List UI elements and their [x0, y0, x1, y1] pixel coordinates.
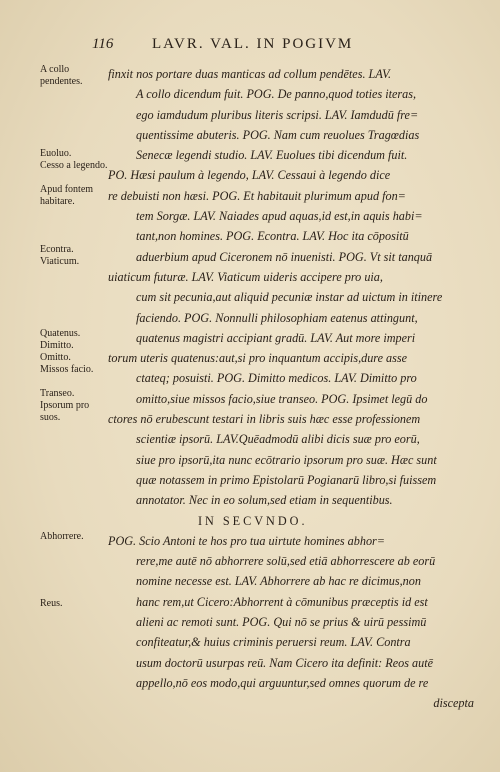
- text-line: finxit nos portare duas manticas ad collum pendētes. LAV.: [108, 67, 392, 81]
- marginal-note: Apud fontem habitare.: [40, 184, 94, 207]
- running-title: LAVR. VAL. IN POGIVM: [152, 36, 354, 52]
- text-line: usum doctorū usurpas reū. Nam Cicero ita definit: Reos autē: [136, 655, 433, 670]
- text-line: annotator. Nec in eo solum,sed etiam in sequentibus.: [136, 493, 393, 508]
- text-line: cum sit pecunia,aut aliquid pecuniæ instar ad uictum in itinere: [136, 290, 443, 305]
- text-line: re debuisti non hæsi. POG. Et habitauit plurimum apud fon=: [108, 188, 406, 203]
- marginal-note: Ipsorum pro suos.: [40, 400, 90, 423]
- catchword: discepta: [433, 696, 474, 711]
- text-line: ego iamdudum pluribus literis scripsi. LAV. Iamdudū fre=: [136, 107, 419, 122]
- text-line: Senecæ legendi studio. LAV. Euolues tibi dicendum fuit.: [136, 148, 408, 163]
- text-line: faciendo. POG. Nonnulli philosophiam eatenus attingunt,: [136, 310, 418, 325]
- text-line: uiaticum futuræ. LAV. Viaticum uideris accipere pro uia,: [108, 269, 383, 284]
- page-header: [92, 36, 472, 56]
- text-line: torum uteris quatenus:aut,si pro inquantum accipis,dure asse: [108, 351, 408, 366]
- text-line: siue pro ipsorū,ita nunc ecōtrario ipsorum pro suæ. Hæc sunt: [136, 452, 437, 467]
- marginal-note: A collo pendentes.: [40, 64, 83, 87]
- text-line: alieni ac remoti sunt. POG. Qui nō se prius & uirū pessimū: [136, 615, 427, 630]
- marginal-notes: [0, 0, 110, 772]
- text-line: hanc rem,ut Cicero:Abhorrent à cōmunibus præceptis id est: [136, 594, 428, 609]
- text-line: ctateq; posuisti. POG. Dimitto medicos. LAV. Dimitto pro: [136, 371, 417, 386]
- text-line: appello,nō eos modo,qui arguuntur,sed omnes quorum de re: [136, 675, 429, 690]
- marginal-note: Transeo.: [40, 388, 75, 399]
- text-line: PO. Hæsi paulum à legendo, LAV. Cessaui à legendo dice: [108, 168, 391, 183]
- text-line: scientiæ ipsorū. LAV.Quēadmodū alibi dicis suæ pro eorū,: [136, 432, 420, 447]
- text-line: tem Sorgæ. LAV. Naiades apud aquas,id est,in aquis habi=: [136, 209, 423, 224]
- marginal-note: Econtra.: [40, 244, 74, 255]
- marginal-note: Dimitto.: [40, 340, 74, 351]
- marginal-note: Abhorrere.: [40, 531, 84, 542]
- marginal-note: Reus.: [40, 598, 63, 609]
- text-line: quatenus magistri accipiant gradū. LAV. Aut more imperi: [136, 330, 416, 345]
- text-line: quæ notassem in primo Epistolarū Pogianarū libro,si fuissem: [136, 472, 437, 487]
- text-line: aduerbium apud Ciceronem nō inuenisti. POG. Vt sit tanquā: [136, 249, 433, 264]
- text-line: nomine necesse est. LAV. Abhorrere ab hac re dicimus,non: [136, 574, 421, 589]
- text-line: rere,me autē nō abhorrere solū,sed etiā abhorrescere ab eorū: [136, 554, 436, 569]
- marginal-note: Omitto.: [40, 352, 71, 363]
- page-number: 116: [92, 36, 114, 52]
- marginal-note: Missos facio.: [40, 364, 94, 375]
- section-heading: IN SECVNDO.: [198, 513, 308, 528]
- marginal-note: Cesso a legendo.: [40, 160, 108, 171]
- body-text: [108, 64, 474, 714]
- marginal-note: Viaticum.: [40, 256, 80, 267]
- text-line: POG. Scio Antoni te hos pro tua uirtute homines abhor=: [108, 533, 386, 548]
- text-line: tant,non homines. POG. Econtra. LAV. Hoc ita cōpositū: [136, 229, 409, 244]
- marginal-note: Quatenus.: [40, 328, 81, 339]
- text-line: confiteatur,& huius criminis peruersi reum. LAV. Contra: [136, 635, 411, 650]
- text-line: A collo dicendum fuit. POG. De panno,quod toties iteras,: [136, 87, 417, 102]
- text-line: ctores nō erubescunt testari in libris suis hæc esse professionem: [108, 412, 421, 427]
- text-line: omitto,siue missos facio,siue transeo. POG. Ipsimet legū do: [136, 391, 428, 406]
- marginal-note: Euoluo.: [40, 148, 72, 159]
- text-line: quentissime abuteris. POG. Nam cum reuolues Tragœdias: [136, 127, 420, 142]
